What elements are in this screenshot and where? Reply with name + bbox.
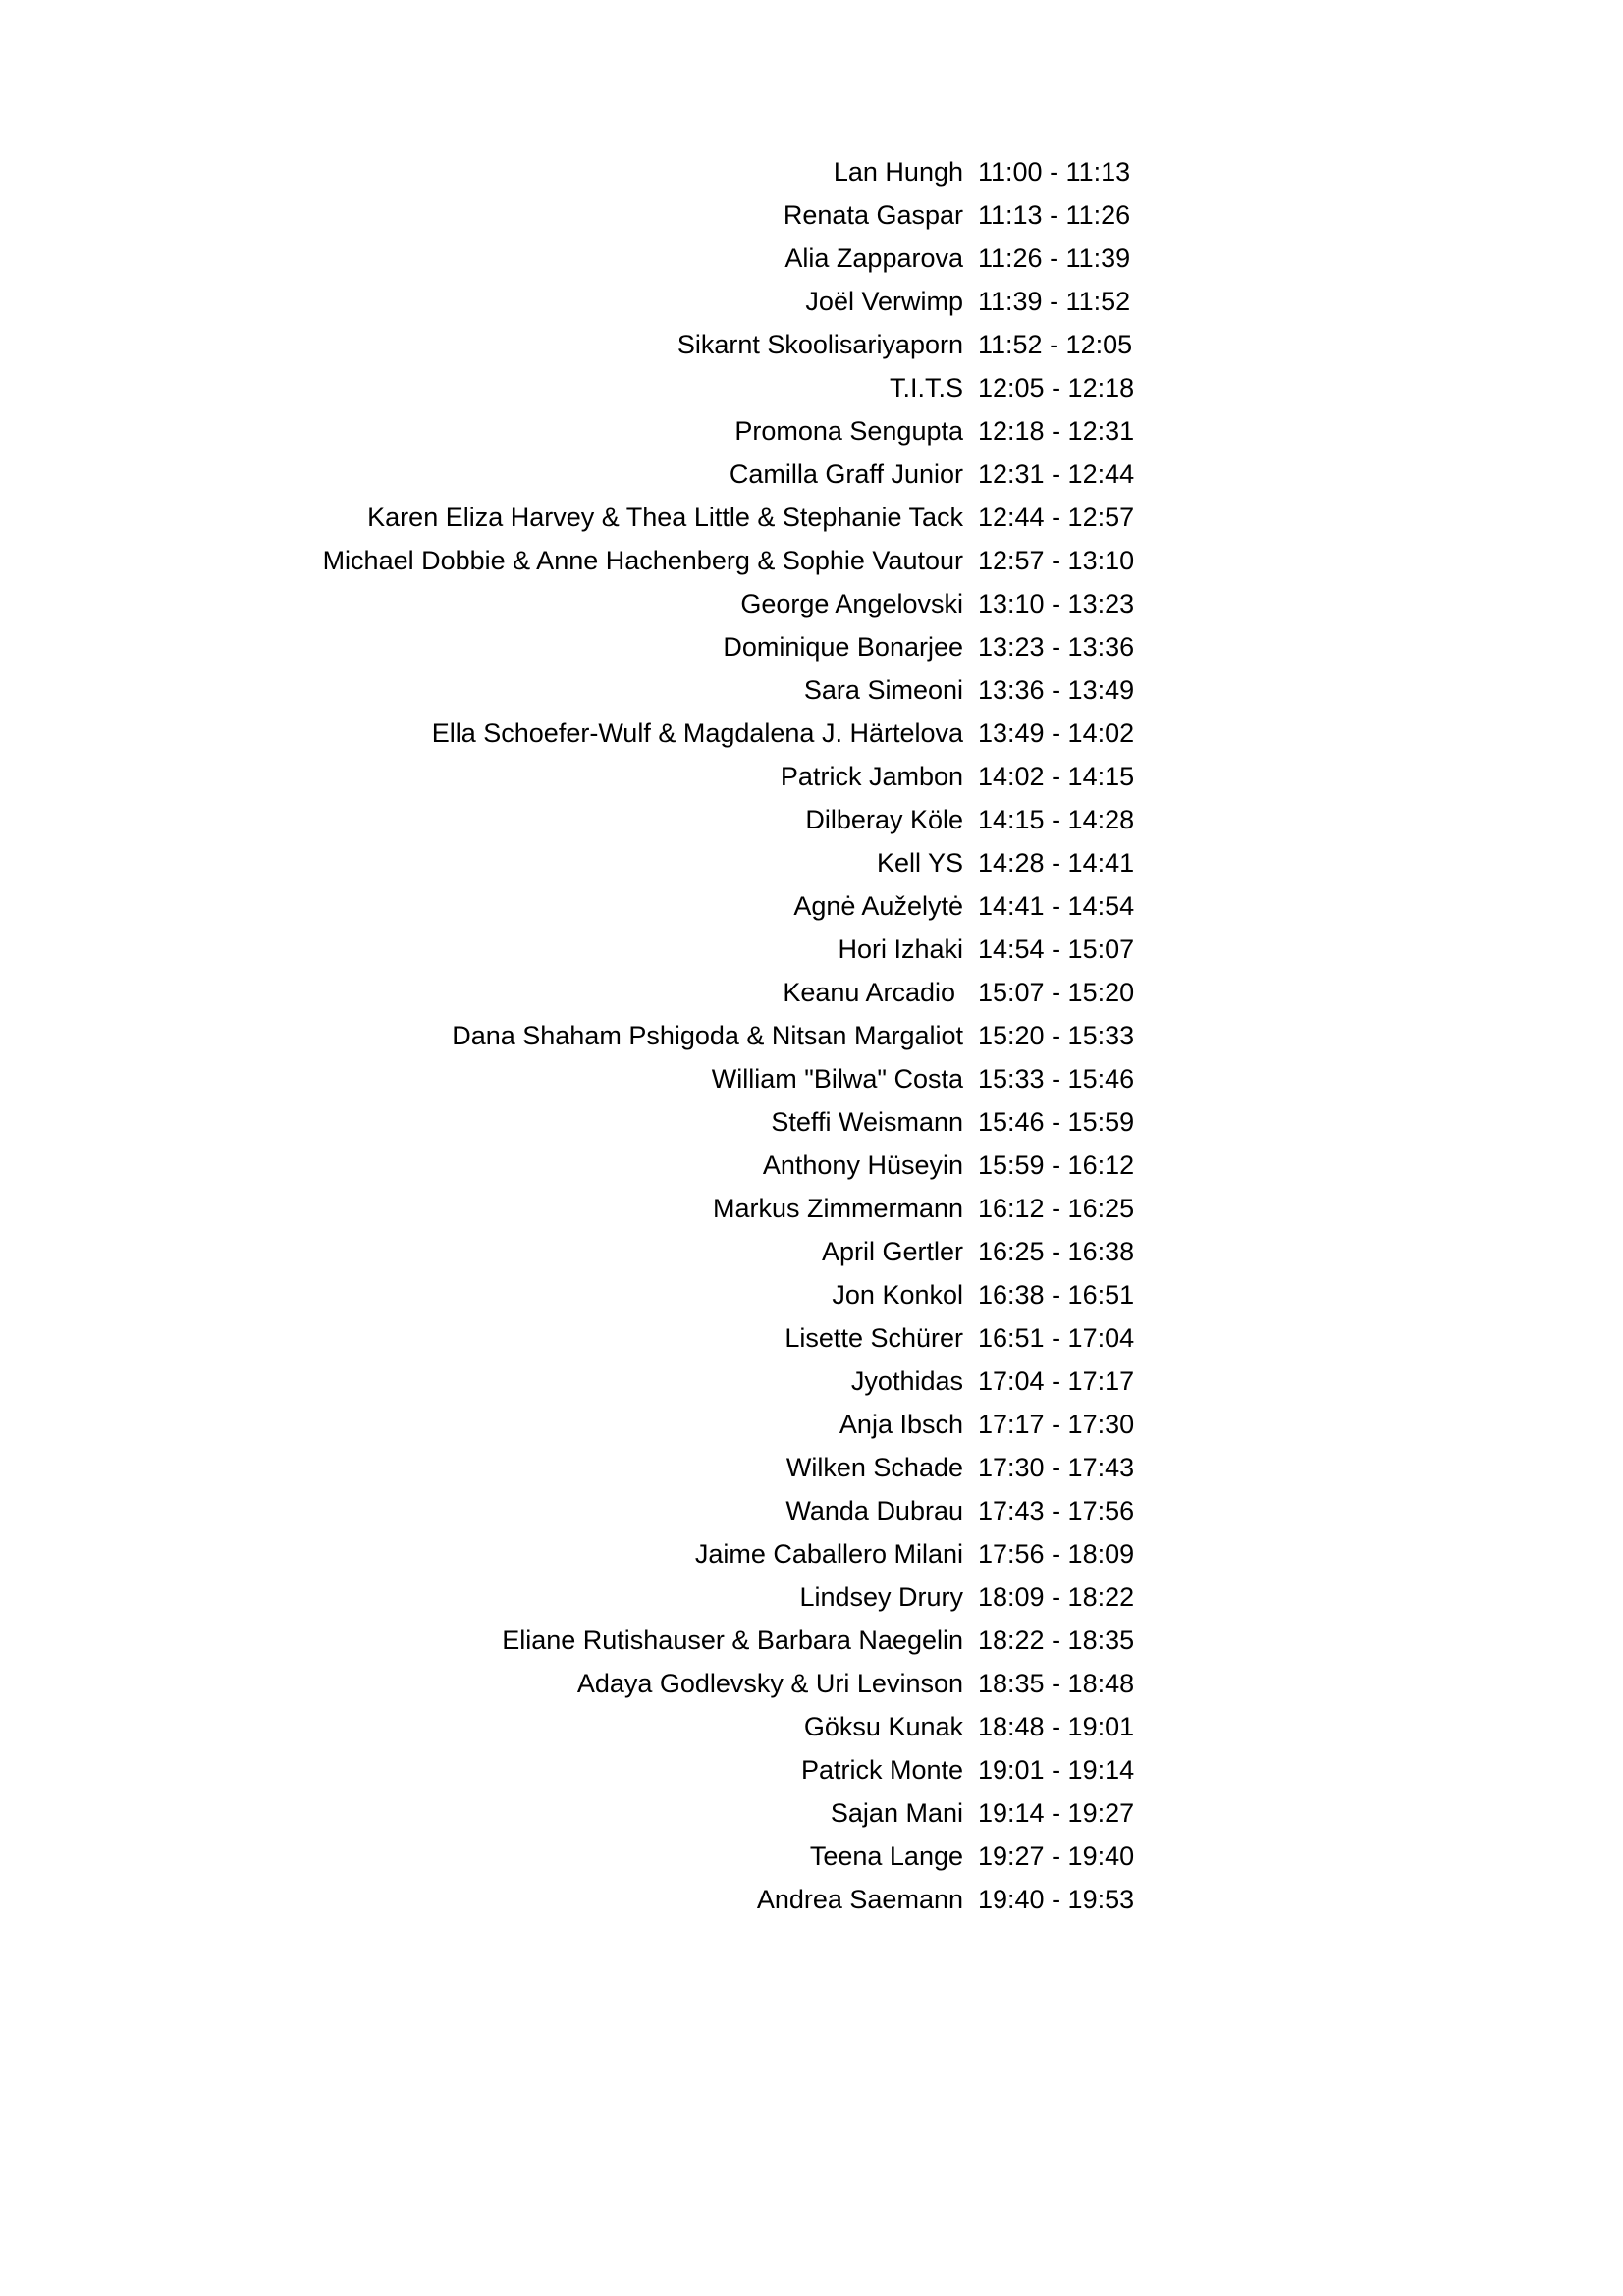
performer-name: Dana Shaham Pshigoda & Nitsan Margaliot (452, 1021, 963, 1050)
schedule-row (0, 1273, 1623, 1316)
schedule-row (0, 1230, 1623, 1273)
time-slot: 11:52 - 12:05 (978, 330, 1133, 359)
performer-name: Kell YS (876, 848, 963, 878)
time-slot: 16:12 - 16:25 (978, 1194, 1135, 1223)
schedule-row (0, 582, 1623, 625)
performer-name: William "Bilwa" Costa (711, 1064, 963, 1094)
time-slot: 12:18 - 12:31 (978, 416, 1135, 446)
time-slot: 14:02 - 14:15 (978, 762, 1135, 791)
performer-name: Agnė Auželytė (793, 891, 963, 921)
performer-name: Lisette Schürer (784, 1323, 963, 1353)
performer-name: Wilken Schade (785, 1453, 963, 1482)
performer-name: Keanu Arcadio (783, 978, 955, 1007)
performer-name: April Gertler (821, 1237, 963, 1266)
performer-name: Promona Sengupta (734, 416, 963, 446)
time-slot: 17:43 - 17:56 (978, 1496, 1135, 1525)
schedule-row (0, 539, 1623, 582)
schedule-row (0, 193, 1623, 237)
schedule-row (0, 1489, 1623, 1532)
schedule-row (0, 150, 1623, 193)
schedule-row (0, 1316, 1623, 1360)
time-slot: 13:23 - 13:36 (978, 632, 1135, 662)
time-slot: 17:56 - 18:09 (978, 1539, 1135, 1569)
schedule-row (0, 841, 1623, 884)
schedule-row (0, 366, 1623, 409)
time-slot: 11:00 - 11:13 (978, 157, 1131, 187)
time-slot: 15:20 - 15:33 (978, 1021, 1135, 1050)
schedule-row (0, 323, 1623, 366)
performer-name: Jon Konkol (832, 1280, 963, 1309)
performer-name: Dilberay Köle (805, 805, 963, 834)
schedule-row (0, 237, 1623, 280)
time-slot: 19:27 - 19:40 (978, 1842, 1135, 1871)
performer-name: Andrea Saemann (756, 1885, 963, 1914)
performer-name: Michael Dobbie & Anne Hachenberg & Sophie Vautour (322, 546, 963, 575)
time-slot: 18:09 - 18:22 (978, 1582, 1135, 1612)
schedule-row (0, 1446, 1623, 1489)
performer-name: Patrick Monte (800, 1755, 963, 1785)
schedule-row (0, 409, 1623, 453)
time-slot: 19:40 - 19:53 (978, 1885, 1135, 1914)
schedule-row (0, 755, 1623, 798)
performer-name: George Angelovski (740, 589, 963, 618)
schedule-list (0, 150, 1623, 1921)
performer-name: Anthony Hüseyin (762, 1150, 963, 1180)
performer-name: Sara Simeoni (803, 675, 963, 705)
time-slot: 13:36 - 13:49 (978, 675, 1135, 705)
performer-name: Teena Lange (809, 1842, 963, 1871)
performer-name: Sajan Mani (830, 1798, 963, 1828)
schedule-row (0, 971, 1623, 1014)
schedule-row (0, 1619, 1623, 1662)
performer-name: Jaime Caballero Milani (694, 1539, 963, 1569)
performer-name: Adaya Godlevsky & Uri Levinson (576, 1669, 963, 1698)
performer-name: Eliane Rutishauser & Barbara Naegelin (502, 1626, 963, 1655)
schedule-row (0, 1835, 1623, 1878)
performer-name: Markus Zimmermann (712, 1194, 963, 1223)
performer-name: Sikarnt Skoolisariyaporn (676, 330, 963, 359)
schedule-row (0, 928, 1623, 971)
schedule-row (0, 453, 1623, 496)
performer-name: Hori Izhaki (838, 934, 963, 964)
schedule-row (0, 712, 1623, 755)
time-slot: 14:54 - 15:07 (978, 934, 1135, 964)
schedule-row (0, 1791, 1623, 1835)
time-slot: 13:49 - 14:02 (978, 719, 1135, 748)
time-slot: 11:13 - 11:26 (978, 200, 1131, 230)
time-slot: 15:33 - 15:46 (978, 1064, 1135, 1094)
schedule-row (0, 1187, 1623, 1230)
time-slot: 14:15 - 14:28 (978, 805, 1135, 834)
time-slot: 15:07 - 15:20 (978, 978, 1135, 1007)
schedule-row (0, 1575, 1623, 1619)
time-slot: 11:39 - 11:52 (978, 287, 1131, 316)
time-slot: 18:48 - 19:01 (978, 1712, 1135, 1741)
performer-name: Karen Eliza Harvey & Thea Little & Stephanie Tack (367, 503, 963, 532)
time-slot: 18:22 - 18:35 (978, 1626, 1135, 1655)
time-slot: 12:31 - 12:44 (978, 459, 1135, 489)
performer-name: Joël Verwimp (805, 287, 963, 316)
time-slot: 11:26 - 11:39 (978, 243, 1131, 273)
schedule-row (0, 496, 1623, 539)
performer-name: Ella Schoefer-Wulf & Magdalena J. Härtelova (431, 719, 963, 748)
time-slot: 17:30 - 17:43 (978, 1453, 1135, 1482)
schedule-row (0, 1662, 1623, 1705)
time-slot: 18:35 - 18:48 (978, 1669, 1135, 1698)
schedule-row (0, 1144, 1623, 1187)
schedule-row (0, 884, 1623, 928)
schedule-row (0, 625, 1623, 668)
performer-name: Jyothidas (850, 1366, 963, 1396)
schedule-row (0, 798, 1623, 841)
performer-name: Renata Gaspar (783, 200, 963, 230)
performer-name: Lan Hungh (833, 157, 963, 187)
time-slot: 12:44 - 12:57 (978, 503, 1135, 532)
time-slot: 17:17 - 17:30 (978, 1410, 1135, 1439)
schedule-row (0, 1100, 1623, 1144)
performer-name: Lindsey Drury (799, 1582, 963, 1612)
time-slot: 15:46 - 15:59 (978, 1107, 1135, 1137)
schedule-row (0, 1014, 1623, 1057)
performer-name: Anja Ibsch (839, 1410, 963, 1439)
schedule-row (0, 668, 1623, 712)
schedule-row (0, 1057, 1623, 1100)
time-slot: 17:04 - 17:17 (978, 1366, 1135, 1396)
performer-name: Camilla Graff Junior (729, 459, 963, 489)
time-slot: 13:10 - 13:23 (978, 589, 1135, 618)
schedule-row (0, 1705, 1623, 1748)
time-slot: 12:57 - 13:10 (978, 546, 1135, 575)
time-slot: 16:38 - 16:51 (978, 1280, 1135, 1309)
schedule-row (0, 1748, 1623, 1791)
time-slot: 12:05 - 12:18 (978, 373, 1135, 402)
time-slot: 16:25 - 16:38 (978, 1237, 1135, 1266)
time-slot: 19:01 - 19:14 (978, 1755, 1135, 1785)
schedule-row (0, 1403, 1623, 1446)
time-slot: 14:28 - 14:41 (978, 848, 1135, 878)
performer-name: Steffi Weismann (771, 1107, 963, 1137)
schedule-row (0, 1360, 1623, 1403)
performer-name: Dominique Bonarjee (723, 632, 963, 662)
performer-name: Alia Zapparova (784, 243, 963, 273)
performer-name: Wanda Dubrau (785, 1496, 963, 1525)
schedule-row (0, 1532, 1623, 1575)
performer-name: Göksu Kunak (803, 1712, 963, 1741)
performer-name: Patrick Jambon (780, 762, 963, 791)
time-slot: 19:14 - 19:27 (978, 1798, 1135, 1828)
schedule-row (0, 1878, 1623, 1921)
time-slot: 14:41 - 14:54 (978, 891, 1135, 921)
time-slot: 15:59 - 16:12 (978, 1150, 1135, 1180)
performer-name: T.I.T.S (889, 373, 963, 402)
schedule-row (0, 280, 1623, 323)
time-slot: 16:51 - 17:04 (978, 1323, 1135, 1353)
